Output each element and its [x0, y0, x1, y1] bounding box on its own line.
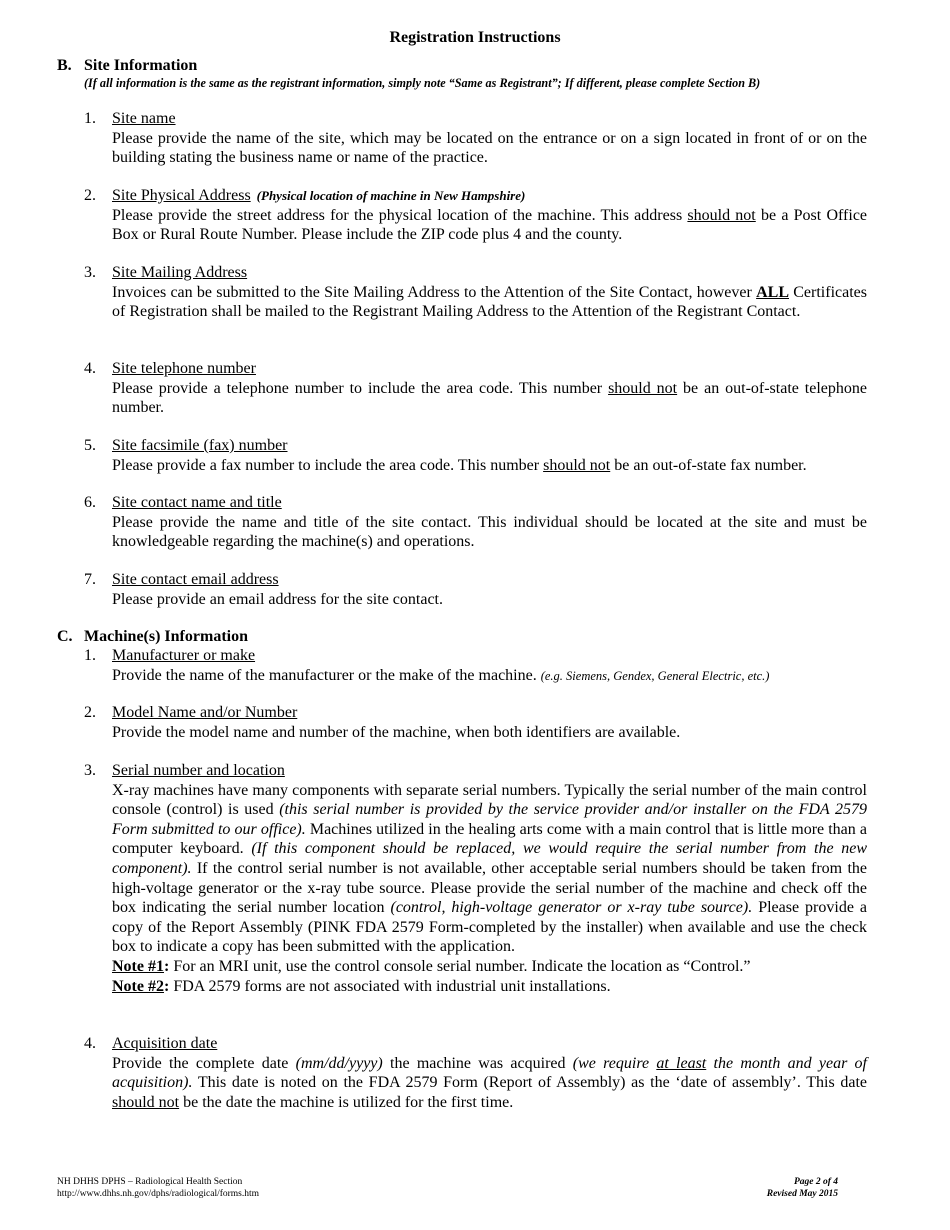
- item-number: 2.: [84, 187, 96, 204]
- item-body: Provide the complete date (mm/dd/yyyy) the machine was acquired (we require at least the month and year of acquisition). This date is noted on the FDA 2579 Form (Report of Assembly) as the ‘date of assembly’. This date should not be the date the machine is utilized for the first time.: [112, 1054, 867, 1111]
- item-number: 3.: [84, 264, 96, 281]
- serial-number-item: [84, 761, 867, 996]
- item-label: Site Mailing Address: [112, 264, 248, 281]
- section-c-title: Machine(s) Information: [84, 628, 248, 645]
- site-fax-item: [84, 436, 867, 475]
- item-label: Site Physical Address: [112, 187, 251, 204]
- item-body: Please provide a telephone number to include the area code. This number should not be an out-of-state telephone number.: [112, 379, 868, 417]
- item-sublabel: (Physical location of machine in New Hampshire): [256, 188, 526, 203]
- item-label: Site name: [112, 110, 176, 127]
- item-label: Site telephone number: [112, 360, 256, 377]
- site-telephone-item: [84, 359, 867, 418]
- page-title: Registration Instructions: [389, 29, 561, 46]
- item-body: Please provide the name of the site, which may be located on the entrance or on a sign located in front of or on the building stating the business name or name of the practice.: [112, 129, 867, 167]
- section-b-letter: B.: [57, 57, 72, 74]
- section-b-title: Site Information: [84, 57, 198, 74]
- site-mailing-address-item: [84, 263, 867, 322]
- item-label: Acquisition date: [112, 1035, 218, 1052]
- site-contact-item: [84, 493, 867, 552]
- section-b-heading: [57, 56, 197, 76]
- item-label: Manufacturer or make: [112, 647, 256, 664]
- note-2: Note #2: FDA 2579 forms are not associated with industrial unit installations.: [112, 977, 611, 995]
- section-c-heading: [57, 627, 248, 647]
- footer-department: NH DHHS DPHS – Radiological Health Section: [57, 1177, 243, 1187]
- item-label: Site contact name and title: [112, 494, 282, 511]
- footer-right: [767, 1176, 838, 1200]
- item-label: Model Name and/or Number: [112, 704, 298, 721]
- item-label: Site facsimile (fax) number: [112, 437, 288, 454]
- note-1: Note #1: For an MRI unit, use the control console serial number. Indicate the location as “Control.”: [112, 957, 751, 975]
- item-number: 3.: [84, 762, 96, 779]
- acquisition-date-item: [84, 1034, 867, 1112]
- site-contact-email-item: [84, 570, 867, 609]
- item-label: Serial number and location: [112, 762, 285, 779]
- footer-left: [57, 1176, 259, 1200]
- item-body: Please provide the name and title of the site contact. This individual should be located at the site and must be knowledgeable regarding the machine(s) and operations.: [112, 513, 867, 551]
- page-number: Page 2 of 4: [793, 1177, 838, 1187]
- item-number: 7.: [84, 571, 96, 588]
- item-label: Site contact email address: [112, 571, 279, 588]
- model-item: [84, 703, 867, 742]
- item-number: 5.: [84, 437, 96, 454]
- item-body: X-ray machines have many components with separate serial numbers. Typically the serial number of the main control console (control) is used (this serial number is provided by the service provider and/or installer on the FDA 2579 Form submitted to our office). Machines utilized in the healing arts come with a main control that is little more than a computer keyboard. (If this component should be replaced, we would require the serial number from the new component). If the control serial number is not available, other acceptable serial numbers should be taken from the high-voltage generator or the x-ray tube source. Please provide the serial number of the machine and check off the box indicating the serial number location (control, high-voltage generator or x-ray tube source). Please provide a copy of the Report Assembly (PINK FDA 2579 Form-completed by the installer) when available and use the check box to indicate a copy has been submitted with the application.: [112, 781, 868, 956]
- item-body: Invoices can be submitted to the Site Mailing Address to the Attention of the Site Contact, however ALL Certificates of Registration shall be mailed to the Registrant Mailing Address to the Attention of the Registrant Contact.: [112, 283, 867, 321]
- item-number: 6.: [84, 494, 96, 511]
- manufacturer-item: [84, 646, 867, 686]
- footer-url: http://www.dhhs.nh.gov/dphs/radiological/forms.htm: [57, 1189, 260, 1199]
- item-number: 1.: [84, 110, 96, 127]
- item-body: Provide the name of the manufacturer or the make of the machine. (e.g. Siemens, Gendex, General Electric, etc.): [112, 666, 770, 684]
- item-body: Please provide a fax number to include the area code. This number should not be an out-of-state fax number.: [112, 456, 807, 474]
- revision-date: Revised May 2015: [766, 1189, 838, 1199]
- item-body: Provide the model name and number of the machine, when both identifiers are available.: [112, 723, 681, 741]
- item-number: 1.: [84, 647, 96, 664]
- site-name-item: [84, 109, 867, 168]
- item-number: 4.: [84, 1035, 96, 1052]
- section-b-note: (If all information is the same as the registrant information, simply note “Same as Registrant”; If different, please complete Section B): [84, 76, 761, 90]
- item-number: 4.: [84, 360, 96, 377]
- item-body: Please provide the street address for the physical location of the machine. This address should not be a Post Office Box or Rural Route Number. Please include the ZIP code plus 4 and the county.: [112, 206, 868, 244]
- site-physical-address-item: [84, 186, 867, 245]
- section-c-letter: C.: [57, 628, 73, 645]
- item-number: 2.: [84, 704, 96, 721]
- item-body: Please provide an email address for the site contact.: [112, 590, 443, 608]
